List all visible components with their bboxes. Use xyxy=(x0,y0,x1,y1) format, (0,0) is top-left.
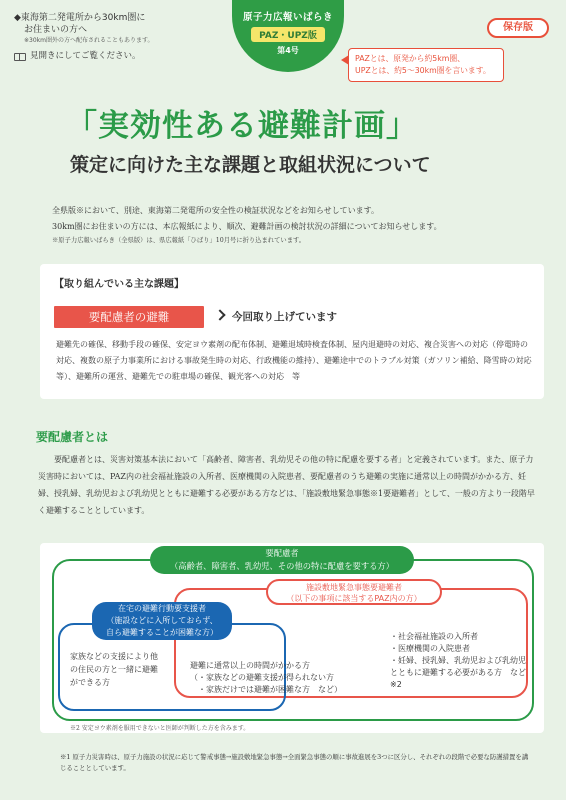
intro-paragraph xyxy=(52,203,532,247)
section-body: 要配慮者とは、災害対策基本法において「高齢者、障害者、乳幼児その他の特に配慮を要する者」と定義されています。また、原子力災害時においては、PAZ内の社会福祉施設の入所者、医療機関の入院患者、要配慮者のうち避難の実施に通常以上の時間がかかる方、妊婦、授乳婦、乳幼児および乳幼児とともに避難する必要がある方などは、「施設敷地緊急事態※1要避難者」として、一般の方より一段階早く避難することとしています。 xyxy=(38,455,535,515)
brand-edition: PAZ・UPZ版 xyxy=(251,27,325,42)
mid-line-1: 避難に通常以上の時間がかかる方 xyxy=(190,661,310,670)
audience-line-1: ◆東海第二発電所から30km圏に xyxy=(14,13,146,23)
outer-label-line-1: 要配慮者 xyxy=(265,548,299,558)
right-line-1: ・社会福祉施設の入所者 xyxy=(390,632,478,641)
audience-line-2: お住まいの方へ xyxy=(24,25,88,35)
spread-notice xyxy=(14,51,224,62)
audience-note: ※30km圏外の方へ配布されることもあります。 xyxy=(24,37,154,44)
home-support-label xyxy=(92,602,232,640)
section-heading: 要配慮者とは xyxy=(36,430,109,444)
paz-note-line-2: UPZとは、約5～30km圏を言います。 xyxy=(355,66,491,75)
outer-category-label xyxy=(150,546,414,574)
spread-notice-text: 見開きにしてご覧ください。 xyxy=(30,51,141,61)
issue-tag-vulnerable-evacuation: 要配慮者の避難 xyxy=(54,306,204,328)
main-title: 「実効性ある避難計画」 xyxy=(66,108,418,144)
issues-description: 避難先の確保、移動手段の確保、安定ヨウ素剤の配布体制、避難退域時検査体制、屋内退避時の対応、複合災害への対応（停電時の対応、複数の原子力事業所における事故発生時の対応、行政機能の維持）、避難途中でのトラブル対策（ガソリン補給、降雪時の対応等）、避難所の運営、避難先での駐車場の確保、観光客への対応 等 xyxy=(56,340,532,381)
red-label-line-1: 施設敷地緊急事態要避難者 xyxy=(306,583,402,592)
middle-group-text xyxy=(190,660,366,696)
right-group-text xyxy=(390,631,530,691)
mid-line-3: ・家族だけでは避難が困難な方 など） xyxy=(190,685,342,694)
brand-issue: 第4号 xyxy=(277,46,299,55)
blue-label-line-3: 自ら避難することが困難な方） xyxy=(106,628,218,637)
diagram-footnote: ※2 安定ヨウ素剤を服用できないと医師が判断した方を含みます。 xyxy=(70,725,250,732)
header-audience-info xyxy=(14,12,224,62)
intro-line-1: 全県版※において、別途、東海第二発電所の安全性の検証状況などをお知らせしています。 xyxy=(52,206,379,215)
book-icon xyxy=(14,53,26,61)
brand-title: 原子力広報いばらき xyxy=(242,12,333,23)
vulnerable-people-diagram xyxy=(40,543,544,733)
keep-edition-badge: 保存版 xyxy=(487,18,549,38)
mid-line-2: （・家族などの避難支援が得られない方 xyxy=(190,673,334,682)
issue-now-label: 今回取り上げています xyxy=(232,311,337,323)
paz-note-line-1: PAZとは、原発から約5km圏、 xyxy=(355,54,465,63)
right-line-3: ・妊婦、授乳婦、乳幼児および乳幼児とともに避難する必要がある方 など※2 xyxy=(390,656,526,689)
page-footnote: ※1 原子力災害時は、原子力施設の状況に応じて警戒事態→施設敷地緊急事態→全面緊急事態の順に事故進展を3つに区分し、それぞれの段階で必要な防護措置を講じることとしています。 xyxy=(60,753,529,772)
issues-box xyxy=(40,264,544,399)
blue-label-line-2: （施設などに入所しておらず、 xyxy=(106,616,218,625)
left-group-text: 家族などの支援により他の住民の方と一緒に避難ができる方 xyxy=(70,652,158,687)
blue-label-line-1: 在宅の避難行動要支援者 xyxy=(118,604,206,613)
intro-note: ※原子力広報いばらき（全県版）は、県広報紙「ひばり」10月号に折り込まれています。 xyxy=(52,237,306,244)
paz-upz-note xyxy=(348,48,504,82)
outer-label-line-2: （高齢者、障害者、乳幼児、その他の特に配慮を要する方） xyxy=(169,561,395,571)
right-line-2: ・医療機関の入院患者 xyxy=(390,644,470,653)
chevron-right-icon xyxy=(214,309,225,320)
intro-line-2: 30km圏にお住まいの方には、本広報紙により、順次、避難計画の検討状況の詳細についてお知らせします。 xyxy=(52,222,442,231)
publication-brand xyxy=(232,0,344,72)
issues-heading: 【取り組んでいる主な課題】 xyxy=(54,279,184,290)
sub-title: 策定に向けた主な課題と取組状況について xyxy=(70,154,431,176)
early-evacuee-label xyxy=(266,579,442,605)
red-label-line-2: （以下の事項に該当するPAZ内の方） xyxy=(286,594,422,603)
